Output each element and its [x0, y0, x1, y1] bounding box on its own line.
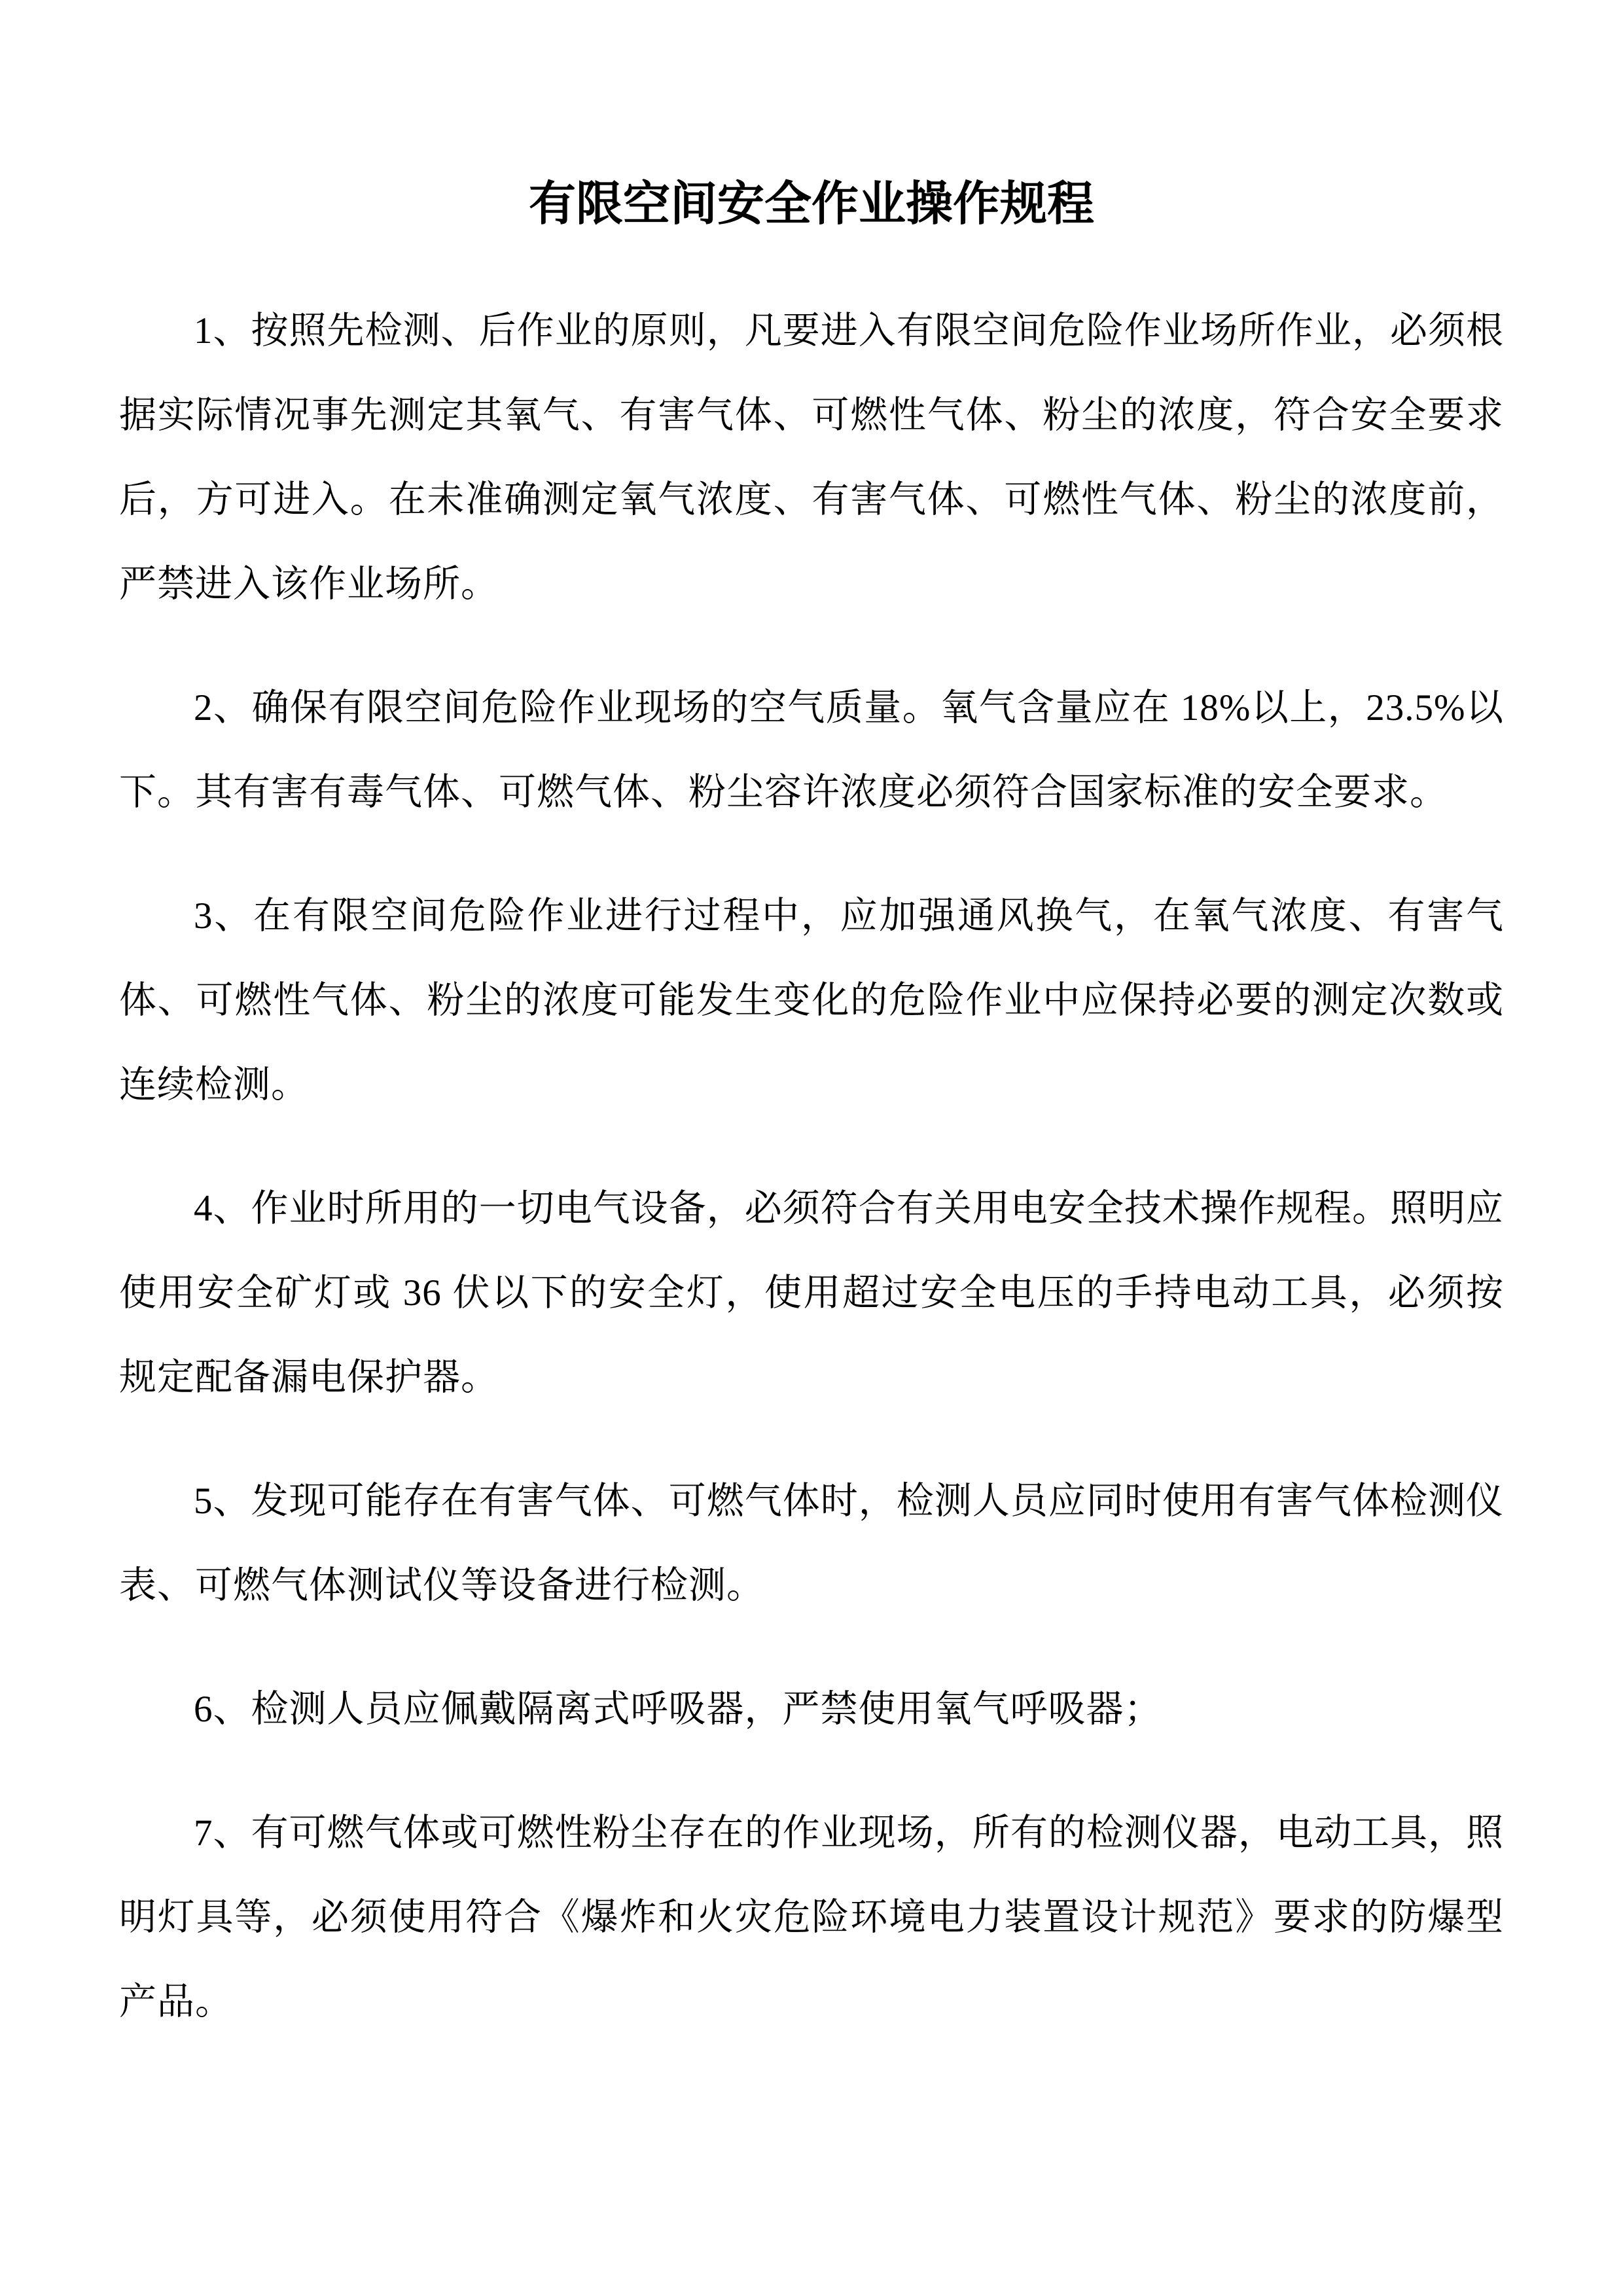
paragraph-2: 2、确保有限空间危险作业现场的空气质量。氧气含量应在 18%以上，23.5%以下。其有害有毒气体、可燃气体、粉尘容许浓度必须符合国家标准的安全要求。: [119, 687, 1504, 813]
paragraph-3: 3、在有限空间危险作业进行过程中，应加强通风换气，在氧气浓度、有害气体、可燃性气体、粉尘的浓度可能发生变化的危险作业中应保持必要的测定次数或连续检测。: [119, 895, 1504, 1105]
paragraph-4: 4、作业时所用的一切电气设备，必须符合有关用电安全技术操作规程。照明应使用安全矿灯或 36 伏以下的安全灯，使用超过安全电压的手持电动工具，必须按规定配备漏电保护器。: [119, 1188, 1504, 1398]
paragraph-6: 6、检测人员应佩戴隔离式呼吸器，严禁使用氧气呼吸器；: [194, 1689, 1162, 1730]
paragraph-5: 5、发现可能存在有害气体、可燃气体时，检测人员应同时使用有害气体检测仪表、可燃气体测试仪等设备进行检测。: [119, 1480, 1504, 1606]
paragraph-7: 7、有可燃气体或可燃性粉尘存在的作业现场，所有的检测仪器，电动工具，照明灯具等，必须使用符合《爆炸和火灾危险环境电力装置设计规范》要求的防爆型产品。: [119, 1812, 1504, 2022]
paragraph-1: 1、按照先检测、后作业的原则，凡要进入有限空间危险作业场所作业，必须根据实际情况事先测定其氧气、有害气体、可燃性气体、粉尘的浓度，符合安全要求后，方可进入。在未准确测定氧气浓度、有害气体、可燃性气体、粉尘的浓度前，严禁进入该作业场所。: [119, 310, 1504, 605]
document-title: 有限空间安全作业操作规程: [528, 178, 1094, 230]
